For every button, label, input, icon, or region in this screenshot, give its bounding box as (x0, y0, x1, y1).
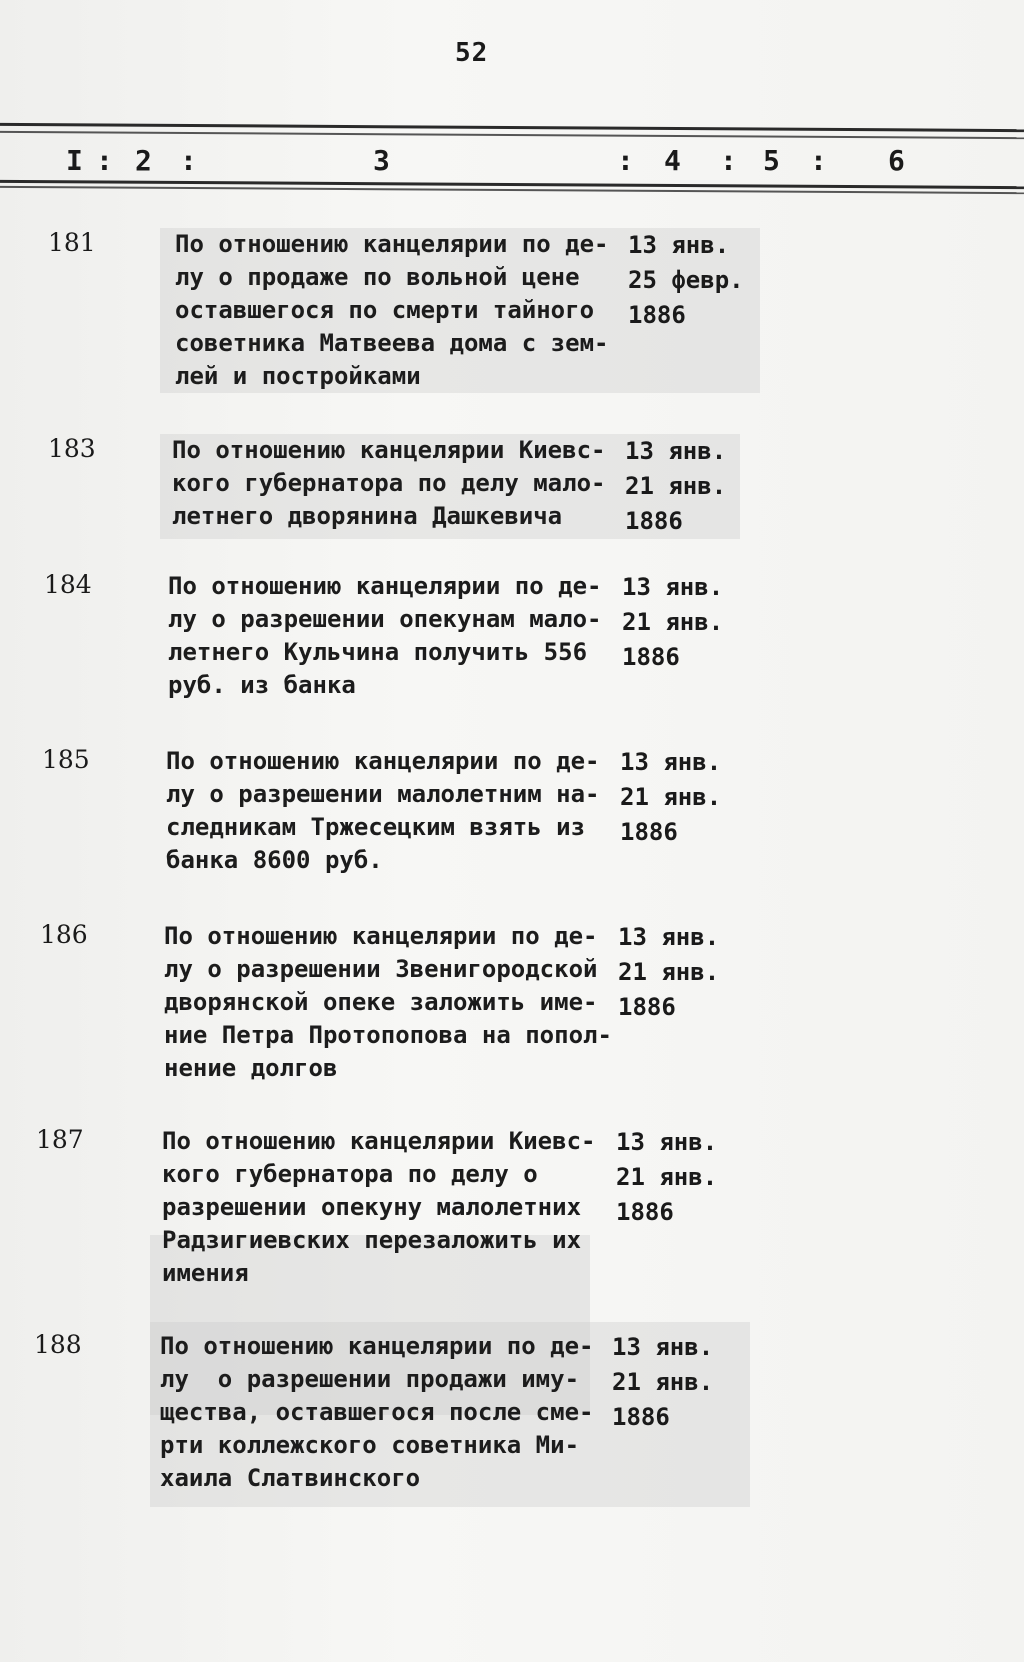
header-rule-top-inner (0, 131, 1024, 139)
column-header-row (0, 140, 1024, 184)
column-separator: : (617, 144, 634, 177)
entry-number: 188 (34, 1330, 82, 1359)
entry-number: 183 (48, 434, 96, 463)
column-separator: : (810, 144, 827, 177)
entry-dates: 13 янв. 21 янв. 1886 (616, 1128, 718, 1226)
column-separator: : (96, 144, 113, 177)
entry-description: По отношению канцелярии по де- лу о разрешении опекунам мало- летнего Кульчина получить 556 руб. из банка (168, 572, 602, 699)
register-entry (0, 1125, 1024, 1300)
page-number: 52 (455, 38, 489, 68)
column-header-2: 2 (135, 144, 152, 177)
register-entry (0, 920, 1024, 1090)
entry-number: 184 (44, 570, 92, 599)
register-entry (0, 434, 1024, 544)
entry-description: По отношению канцелярии по де- лу о разрешении малолетним на- следникам Тржесецким взять из банка 8600 руб. (166, 747, 600, 874)
entry-description: По отношению канцелярии по де- лу о разрешении Звенигородской дворянской опеке заложить име- ние Петра Протопопова на попол- нение долгов (164, 922, 612, 1082)
header-rule-top (0, 123, 1024, 132)
entry-dates: 13 янв. 21 янв. 1886 (622, 573, 724, 671)
entry-description: По отношению канцелярии по де- лу о продаже по вольной цене оставшегося по смерти тайного советника Матвеева дома с зем- лей и постройками (175, 230, 609, 390)
register-entry (0, 745, 1024, 885)
entry-number: 186 (40, 920, 88, 949)
column-header-3: 3 (373, 144, 390, 177)
entry-description: По отношению канцелярии по де- лу о разрешении продажи иму- щества, оставшегося после сме- рти коллежского советника Ми- хаила Слатвинского (160, 1332, 594, 1492)
register-entry (0, 1330, 1024, 1505)
entry-number: 181 (48, 228, 96, 257)
column-header-1: I (66, 144, 83, 177)
entry-dates: 13 янв. 21 янв. 1886 (620, 748, 722, 846)
register-entry (0, 228, 1024, 398)
entry-description: По отношению канцелярии Киевс- кого губернатора по делу мало- летнего дворянина Дашкевича (172, 436, 606, 530)
column-separator: : (720, 144, 737, 177)
entry-number: 185 (42, 745, 90, 774)
entry-dates: 13 янв. 25 февр. 1886 (628, 231, 744, 329)
entry-description: По отношению канцелярии Киевс- кого губернатора по делу о разрешении опекуну малолетних Радзигиевских перезаложить их имения (162, 1127, 596, 1287)
column-header-5: 5 (763, 144, 780, 177)
entry-dates: 13 янв. 21 янв. 1886 (612, 1333, 714, 1431)
entry-dates: 13 янв. 21 янв. 1886 (625, 437, 727, 535)
entry-number: 187 (36, 1125, 84, 1154)
column-header-6: 6 (888, 144, 905, 177)
column-separator: : (180, 144, 197, 177)
column-header-4: 4 (664, 144, 681, 177)
entry-dates: 13 янв. 21 янв. 1886 (618, 923, 720, 1021)
register-entry (0, 570, 1024, 710)
